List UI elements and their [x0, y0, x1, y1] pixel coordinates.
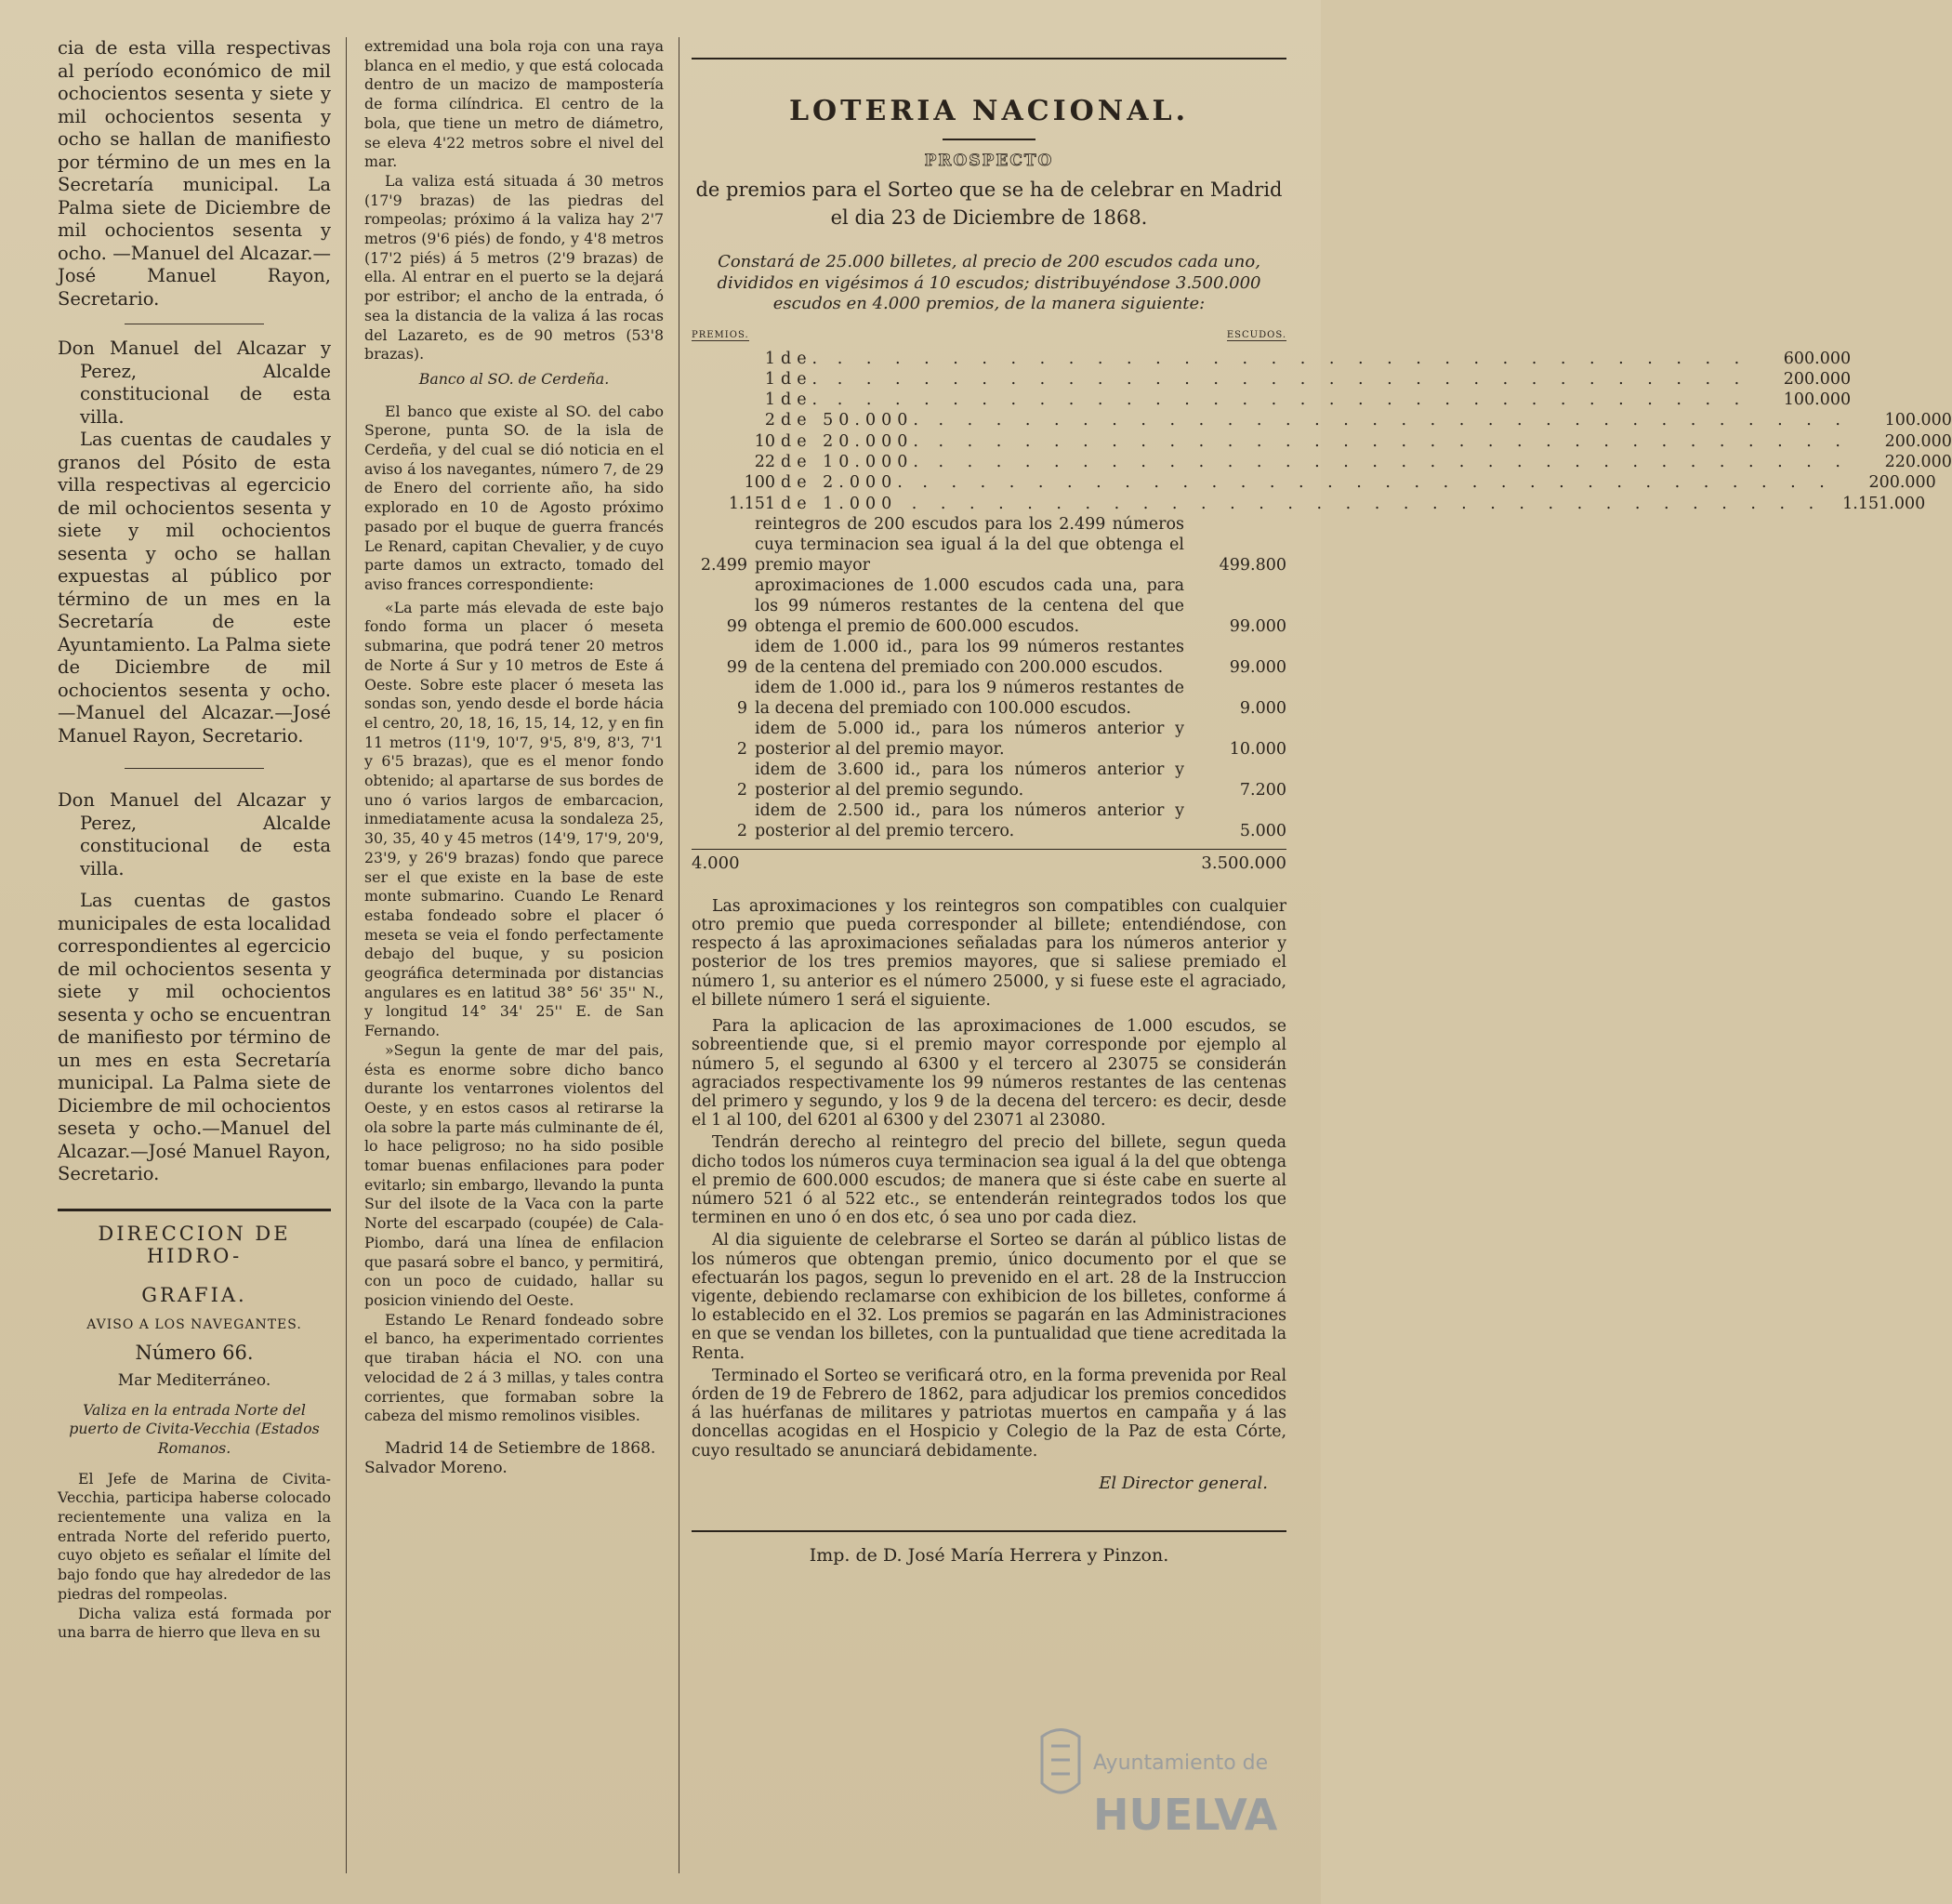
prize-description: idem de 2.500 id., para los números anterior y posterior al del premio tercero.: [755, 800, 1184, 840]
archive-stamp: [1005, 1718, 1278, 1876]
notice-heading: Don Manuel del Alcazar y Perez, Alcalde constitucional de esta villa.: [58, 337, 331, 428]
prize-amount: 600.000: [1783, 349, 1852, 368]
prize-description: de 2.000. . . . . . . . . . . . . . . . . . . . . . . . . . . . . . . . .: [781, 473, 1834, 493]
prospecto-heading: PROSPECTO: [924, 152, 1054, 170]
prize-row: [692, 760, 1286, 800]
prize-row: [692, 410, 1952, 430]
notice-heading: Don Manuel del Alcazar y Perez, Alcalde constitucional de esta villa.: [58, 789, 331, 879]
prize-quantity: 2.499: [700, 555, 747, 575]
prize-quantity: 99: [726, 657, 747, 677]
prize-description: reintegros de 200 escudos para los 2.499 números cuya terminacion sea igual á la del que obtenga el premio mayor: [755, 514, 1184, 575]
notice-paragraph: »Segun la gente de mar del pais, ésta es enorme sobre dicho banco durante los ventarrones violentos del Oeste, y en estos casos al retirarse la ola sobre la parte más culminante de él, lo hace peligroso; no ha sido posible tomar buenas enfilaciones para poder evitarlo; sin embargo, llevando la punta Sur del ilsote de la Vaca con la parte Norte del escarpado (coupée) de Cala-Piombo, dará una línea de enfilacion que pasará sobre el banco, y permitirá, con un poco de cuidado, hallar su posicion viniendo del Oeste.: [364, 1040, 664, 1309]
prize-description: de. . . . . . . . . . . . . . . . . . . . . . . . . . . . . . . . .: [781, 369, 1749, 389]
prize-desc-text: de.: [781, 349, 824, 368]
table-labels: [692, 330, 1286, 341]
notice-paragraph: Las cuentas de caudales y granos del Pósito de esta villa respectivas al egercicio de mil ochocientos sesenta y siete y mil ochocientos sesenta y ocho se hallan expuestas al público por término de un mes en la Secretaría de este Ayuntamiento. La Palma siete de Diciembre de mil ochocientos sesenta y ocho.—Manuel del Alcazar.—José Manuel Rayon, Secretario.: [58, 429, 331, 747]
numero-heading: Número 66.: [135, 1341, 254, 1364]
prize-description: idem de 1.000 id., para los 9 números restantes de la decena del premiado con 100.000 escudos.: [755, 678, 1184, 718]
separator: [125, 768, 264, 769]
prize-description: idem de 3.600 id., para los números anterior y posterior al del premio segundo.: [755, 760, 1184, 800]
prize-amount: 200.000: [1783, 369, 1852, 389]
prize-table: [692, 349, 1952, 514]
prize-quantity: 2: [764, 411, 775, 430]
prize-quantity: 2: [736, 821, 747, 840]
stamp-line1: Ayuntamiento de: [1093, 1752, 1269, 1775]
prize-amount: 220.000: [1884, 452, 1952, 471]
prize-amount: 99.000: [1229, 616, 1286, 636]
total-row: [692, 853, 1286, 873]
prize-amount: 499.800: [1219, 555, 1286, 575]
prize-amount: 200.000: [1884, 431, 1952, 451]
notice-paragraph: La valiza está situada á 30 metros (17'9 brazas) de las piedras del rompeolas; próximo á la valiza hay 2'7 metros (9'6 piés) de fondo, y 4'8 metros (17'2 piés) á 5 metros (2'9 brazas) de ella. Al entrar en el puerto se la dejará por estribor; el ancho de la entrada, ó sea la distancia de la valiza á las rocas del Lazareto, es de 90 metros (53'8 brazas).: [364, 171, 664, 364]
notice-paragraph: extremidad una bola roja con una raya blanca en el medio, y que está colocada dentro de un macizo de mampostería de forma cilíndrica. El centro de la bola, que tiene un metro de diámetro, se eleva 4'22 metros sobre el nivel del mar.: [364, 37, 664, 171]
prize-quantity: 22: [754, 452, 775, 471]
imprint: Imp. de D. José María Herrera y Pinzon.: [809, 1544, 1169, 1566]
notice-paragraph: Estando Le Renard fondeado sobre el banco, ha experimentado corrientes que tiraban hácia el NO. con una velocidad de 2 á 3 millas, y tales contra corrientes, que formaban sobre la cabeza del mismo remolinos visibles.: [364, 1310, 664, 1425]
prize-row: [692, 719, 1286, 760]
prize-quantity: 100: [744, 473, 775, 493]
prize-row: [692, 349, 1852, 369]
prize-amount: 1.151.000: [1842, 494, 1926, 513]
banco-heading: Banco al SO. de Cerdeña.: [418, 369, 610, 388]
notice-paragraph: El Jefe de Marina de Civita-Vecchia, participa haberse colocado recientemente una valiza en la entrada Norte del referido puerto, cuyo objeto es señalar el límite del bajo fondo que hay alrededor de las piedras del rompeolas.: [58, 1469, 331, 1603]
prize-description: de 10.000. . . . . . . . . . . . . . . . . . . . . . . . . . . . . . . . .: [781, 452, 1850, 471]
prize-quantity: 1: [764, 369, 775, 389]
prize-desc-text: de.: [781, 390, 824, 410]
notice-paragraph: El banco que existe al SO. del cabo Sperone, punta SO. de la isla de Cerdeña, y del cual se dió noticia en el aviso á los navegantes, número 7, de 29 de Enero del corriente año, ha sido explorado en 10 de Agosto próximo pasado por el buque de guerra francés Le Renard, capitan Chevalier, y de cuyo parte damos un extracto, tomado del aviso frances correspondiente:: [364, 402, 664, 593]
lottery-paragraph: Al dia siguiente de celebrarse el Sorteo se darán al público listas de los números que obtengan premio, único documento por el que se efectuarán los pagos, segun lo prevenido en el art. 28 de la Instruccion vigente, debiendo reclamarse con exhibicion de los billetes, conforme á lo establecido en el 32. Los premios se pagarán en las Administraciones en que se vendan los billetes, con la puntualidad que tiene acreditada la Renta.: [692, 1231, 1286, 1363]
prize-row: [692, 514, 1286, 575]
prize-row: [692, 369, 1852, 390]
prize-desc-text: de 1.000: [781, 494, 898, 513]
prize-quantity: 2: [736, 739, 747, 759]
total-amount: 3.500.000: [1201, 853, 1286, 873]
notice-paragraph: cia de esta villa respectivas al período económico de mil ochocientos sesenta y siete y mil ochocientos sesenta y ocho se hallan de manifiesto por término de un mes en la Secretaría municipal. La Palma siete de Diciembre de mil ochocientos sesenta y ocho. —Manuel del Alcazar.—José Manuel Rayon, Secretario.: [58, 37, 331, 310]
prize-description: de. . . . . . . . . . . . . . . . . . . . . . . . . . . . . . . . .: [781, 349, 1749, 368]
prize-description: aproximaciones de 1.000 escudos cada una, para los 99 números restantes de la centena del que obtenga el premio de 600.000 escudos.: [755, 575, 1184, 636]
lottery-paragraph: Las aproximaciones y los reintegros son compatibles con cualquier otro premio que pueda corresponder al billete; entendiéndose, con respecto á las aproximaciones señaladas para los números anterior y posterior de los tres premios mayores, que si saliese premiado el número 1, su anterior es el número 25000, y si fuese este el agraciado, el billete número 1 será el siguiente.: [692, 896, 1286, 1010]
prize-desc-text: de 50.000.: [781, 411, 924, 430]
column-2: [364, 37, 664, 1477]
total-count: 4.000: [692, 853, 740, 873]
prize-amount: 7.200: [1239, 780, 1286, 800]
closing-signature: Madrid 14 de Setiembre de 1868. Salvador Moreno.: [364, 1438, 656, 1477]
prize-amount: 5.000: [1239, 821, 1286, 840]
prize-row: [692, 575, 1286, 637]
prize-desc-text: de 10.000.: [781, 452, 924, 471]
column-3: [692, 37, 1952, 1566]
hidrografia-title: DIRECCION DE HIDRO-: [98, 1222, 291, 1267]
prize-description: idem de 5.000 id., para los números anterior y posterior al del premio mayor.: [755, 719, 1184, 759]
section-rule: [58, 1209, 331, 1211]
prize-description: de 1.000 . . . . . . . . . . . . . . . . . . . . . . . . . . . . . . . .: [781, 494, 1824, 513]
prize-description: de. . . . . . . . . . . . . . . . . . . . . . . . . . . . . . . . .: [781, 390, 1749, 410]
aviso-heading: AVISO A LOS NAVEGANTES.: [86, 1316, 302, 1332]
lottery-paragraph: Para la aplicacion de las aproximaciones de 1.000 escudos, se sobreentiende que, si el premio mayor corresponde por ejemplo al número 5, el segundo al 6300 y el tercero al 23075 se considerán agraciados respectivamente los 99 números restantes de las centenas del primero y segundo, y los 9 de la decena del tercero: es decir, desde el 1 al 100, del 6201 al 6300 y del 23071 al 23080.: [692, 1017, 1286, 1130]
imprint-rule: [692, 1530, 1286, 1532]
prize-amount: 99.000: [1229, 657, 1286, 677]
top-rule: [692, 58, 1286, 60]
column-1: [58, 37, 331, 1643]
prize-table-extended: [692, 514, 1286, 841]
prize-description: de 20.000. . . . . . . . . . . . . . . . . . . . . . . . . . . . . . . . .: [781, 431, 1850, 451]
prize-row: [692, 678, 1286, 719]
prize-quantity: 1: [764, 349, 775, 368]
escudos-label: ESCUDOS.: [1226, 329, 1286, 340]
prize-row: [692, 472, 1936, 493]
prize-amount: 100.000: [1884, 411, 1952, 430]
prize-desc-text: de 20.000.: [781, 431, 924, 451]
prize-desc-text: de.: [781, 369, 824, 389]
prize-quantity: 9: [736, 698, 747, 718]
premios-label: PREMIOS.: [692, 329, 749, 340]
prize-quantity: 1: [764, 390, 775, 410]
prize-quantity: 2: [736, 780, 747, 800]
prize-desc-text: de 2.000.: [781, 473, 908, 493]
valiza-heading: Valiza en la entrada Norte del puerto de Civita-Vecchia (Estados Romanos.: [69, 1400, 320, 1457]
loteria-title: LOTERIA NACIONAL.: [788, 95, 1190, 127]
notice-paragraph: Dicha valiza está formada por una barra de hierro que lleva en su: [58, 1604, 331, 1642]
prize-description: idem de 1.000 id., para los 99 números restantes de la centena del premiado con 200.000 escudos.: [755, 637, 1184, 677]
prize-quantity: 10: [754, 431, 775, 451]
prize-row: [692, 494, 1926, 514]
lottery-paragraph: Terminado el Sorteo se verificará otro, en la forma prevenida por Real órden de 19 de Febrero de 1862, para adjudicar los premios concedidos á las huérfanas de militares y patriotas muertos en campaña y á las doncellas acogidas en el Hospicio y Colegio de la Paz de esta Córte, cuyo resultado se anunciará debidamente.: [692, 1366, 1286, 1461]
prize-row: [692, 800, 1286, 841]
mar-heading: Mar Mediterráneo.: [117, 1370, 271, 1390]
stamp-line2: HUELVA: [1093, 1790, 1278, 1840]
prize-quantity: 99: [726, 616, 747, 636]
prospecto-intro: Constará de 25.000 billetes, al precio de 200 escudos cada uno, divididos en vigésimos á 10 escudos; distribuyéndose 3.500.000 escudos en 4.000 premios, de la manera siguiente:: [717, 252, 1261, 313]
director-signature: El Director general.: [1099, 1473, 1268, 1493]
prize-amount: 200.000: [1868, 473, 1936, 493]
notice-paragraph: «La parte más elevada de este bajo fondo forma un placer ó meseta submarina, que podrá tener 20 metros de Norte á Sur y 10 metros de Este á Oeste. Sobre este placer ó meseta las sondas son, yendo desde el borde hácia el centro, 20, 18, 16, 15, 14, 12, y en fin 11 metros (11'9, 10'7, 9'5, 8'9, 8'3, 7'1 y 6'5 brazas), que es el menor fondo obtenido; al apartarse de sus bordes de uno ó varios largos de embarcacion, inmediatamente acusa la sondaleza 25, 30, 35, 40 y 45 metros (14'9, 17'9, 20'9, 23'9, y 26'9 brazas) fondo que parece ser el que existe en la base de este monte submarino. Cuando Le Renard estaba fondeado sobre el placer ó meseta se veia el fondo perfectamente debajo del buque, y su posicion geográfica determinada por distancias angulares es en latitud 38° 56' 35'' N., y longitud 14° 34' 25'' E. de San Fernando.: [364, 598, 664, 1040]
hidrografia-title: GRAFIA.: [141, 1283, 247, 1306]
prize-amount: 100.000: [1783, 390, 1852, 410]
notice-paragraph: Las cuentas de gastos municipales de esta localidad correspondientes al egercicio de mil ochocientos sesenta y siete y mil ochocientos sesenta y ocho se encuentran de manifiesto por término de un mes en esta Secretaría municipal. La Palma siete de Diciembre de mil ochocientos seseta y ocho.—Manuel del Alcazar.—José Manuel Rayon, Secretario.: [58, 890, 331, 1184]
prize-row: [692, 431, 1952, 452]
ornament-rule: [943, 139, 1035, 140]
prize-quantity: 1.151: [728, 494, 775, 513]
prize-amount: 9.000: [1239, 698, 1286, 718]
prize-amount: 10.000: [1229, 739, 1286, 759]
prospecto-subtitle: de premios para el Sorteo que se ha de celebrar en Madrid el dia 23 de Diciembre de 1868.: [695, 178, 1283, 229]
prize-row: [692, 637, 1286, 678]
lottery-paragraph: Tendrán derecho al reintegro del precio del billete, segun queda dicho todos los números cuya terminacion sea igual á la del que obtenga el premio de 600.000 escudos; de manera que si éste cabe en suerte al número 521 ó al 522 etc., se entenderán reintegrados todos los que terminen en uno ó en dos etc, ó sea uno por cada diez.: [692, 1133, 1286, 1228]
prize-row: [692, 390, 1852, 410]
prize-row: [692, 452, 1952, 472]
prize-description: de 50.000. . . . . . . . . . . . . . . . . . . . . . . . . . . . . . . . .: [781, 411, 1850, 430]
total-rule: [692, 849, 1286, 850]
column-rule: [346, 37, 347, 1873]
